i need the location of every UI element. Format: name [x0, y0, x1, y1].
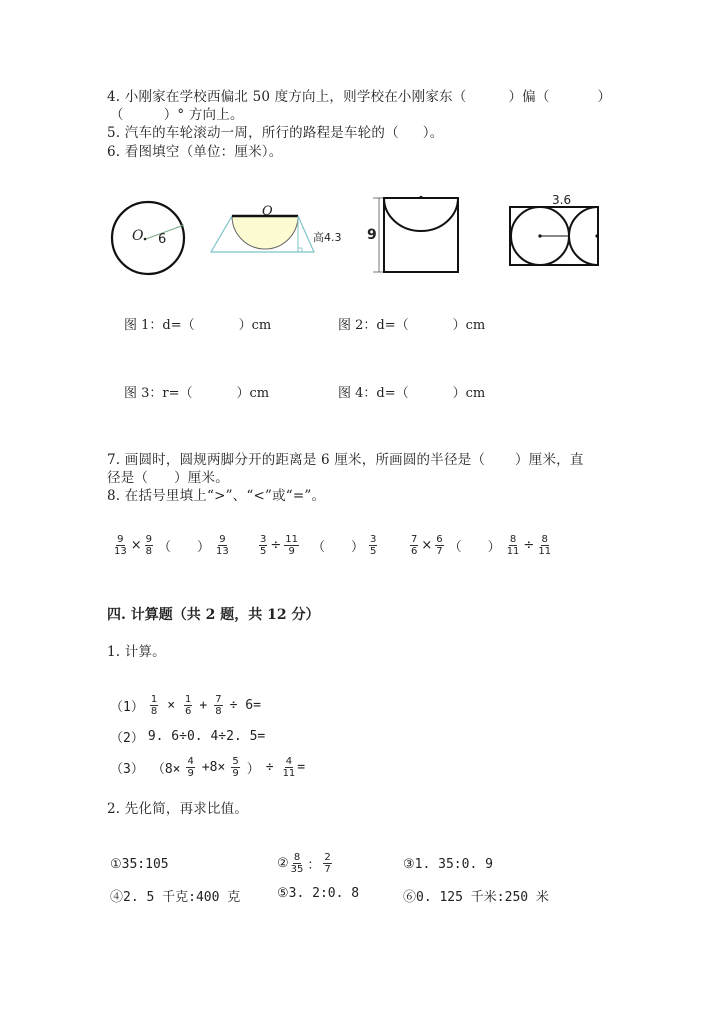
calc-item-1	[110, 694, 261, 717]
fraction	[215, 534, 230, 557]
fig1-center-label: O	[132, 228, 144, 244]
fraction	[184, 694, 192, 717]
caption-fig3-label: 图 3：r=（	[124, 386, 193, 401]
ratio-item-3: ③1. 35:0. 9	[403, 857, 493, 872]
caption-fig4	[338, 382, 485, 401]
numerator: 8	[293, 852, 301, 863]
q4-text-e: ）° 方向上。	[163, 107, 244, 123]
caption-fig2	[338, 314, 485, 333]
operator: ÷	[270, 538, 282, 553]
calc-item-3-tail: =	[297, 760, 306, 775]
fraction	[113, 534, 128, 557]
denominator: 9	[187, 768, 194, 779]
numerator: 6	[436, 534, 443, 545]
numerator: 9	[117, 534, 124, 545]
ratio-item-4: ④2. 5 千克:400 克	[110, 890, 241, 905]
fraction	[323, 852, 331, 875]
numerator: 3	[260, 534, 267, 545]
close-paren: ）	[487, 540, 501, 555]
denominator: 13	[216, 546, 229, 557]
calc-item-3-mid: +8×	[201, 760, 226, 775]
caption-fig4-label: 图 4：d=（	[338, 386, 409, 401]
q4-text-a: 4. 小刚家在学校西偏北 50 度方向上，则学校在小刚家东（	[107, 89, 467, 105]
calc-question-2: 2. 先化简，再求比值。	[107, 801, 249, 817]
denominator: 9	[232, 768, 239, 779]
fraction	[435, 534, 443, 557]
caption-fig1-label: 图 1：d=（	[124, 318, 195, 333]
denominator: 8	[215, 706, 222, 717]
denominator: 5	[370, 546, 377, 557]
numerator: 5	[232, 756, 239, 767]
numerator: 2	[324, 852, 331, 863]
fraction	[290, 852, 305, 875]
denominator: 9	[288, 546, 295, 557]
compare-item-3	[409, 534, 553, 557]
ratio-item-2-mark: ②	[277, 856, 289, 871]
calc-item-3-close: ）	[246, 762, 260, 777]
calc-item-3-open: （8×	[151, 762, 181, 777]
fraction	[282, 756, 297, 779]
ratio-item-6: ⑥0. 125 千米:250 米	[403, 890, 549, 905]
numerator: 9	[145, 534, 153, 545]
caption-fig2-label: 图 2：d=（	[338, 318, 409, 333]
operator: +	[199, 698, 208, 713]
denominator: 13	[114, 546, 127, 557]
operator: ×	[130, 538, 142, 553]
fraction	[506, 534, 521, 557]
calc-question-1: 1. 计算。	[107, 644, 166, 660]
q7-text-c: 径是（	[107, 470, 149, 486]
fraction	[145, 534, 153, 557]
q7-text-b: ）厘米，直	[515, 452, 584, 468]
numerator: 4	[187, 756, 194, 767]
numerator: 1	[150, 694, 158, 705]
numerator: 7	[215, 694, 222, 705]
fraction	[231, 756, 239, 779]
fraction	[537, 534, 552, 557]
denominator: 11	[506, 546, 520, 557]
operator: ÷	[265, 760, 274, 775]
fig2-center-label: O	[262, 204, 273, 219]
close-paren: ）	[197, 540, 211, 555]
q4-text-b: ）偏（	[508, 89, 550, 105]
calc-item-2	[110, 727, 265, 746]
caption-fig1-unit: ）cm	[238, 318, 272, 333]
fig2-height-label: 高4.3	[313, 231, 342, 244]
denominator: 8	[150, 706, 158, 717]
open-paren: （	[448, 540, 462, 555]
fig4-top-label: 3.6	[552, 193, 572, 207]
denominator: 7	[436, 546, 443, 557]
fraction	[186, 756, 194, 779]
ratio-item-2	[277, 852, 333, 875]
q7-text-a: 7. 画圆时，圆规两脚分开的距离是 6 厘米，所画圆的半径是（	[107, 452, 486, 468]
operator: ×	[167, 698, 176, 713]
numerator: 8	[541, 534, 548, 545]
compare-item-2	[258, 534, 378, 557]
figure-3-square-semicircle	[368, 196, 468, 278]
compare-item-1	[112, 534, 231, 557]
ratio-colon: ：	[307, 858, 321, 873]
figure-1-circle	[108, 198, 188, 278]
figure-4-rectangle-circles	[506, 204, 602, 268]
q5-text-a: 5. 汽车的车轮滚动一周，所行的路程是车轮的（	[107, 125, 399, 141]
caption-fig4-unit: ）cm	[452, 386, 486, 401]
calc-item-2-expr: 9. 6÷0. 4÷2. 5=	[147, 729, 266, 744]
question-5	[107, 124, 443, 142]
numerator: 7	[411, 534, 418, 545]
q5-text-b: ）。	[422, 125, 444, 141]
fraction	[369, 534, 377, 557]
calc-item-1-label: （1）	[110, 700, 144, 715]
caption-fig3-unit: ）cm	[236, 386, 270, 401]
calc-item-3	[110, 756, 305, 779]
q4-text-d: （	[110, 107, 124, 123]
question-7-line2	[107, 469, 229, 487]
calc-item-1-tail: ÷ 6=	[229, 698, 261, 713]
denominator: 11	[538, 546, 552, 557]
fraction	[214, 694, 222, 717]
question-4-line1	[107, 88, 611, 106]
calc-item-3-label: （3）	[110, 762, 144, 777]
numerator: 1	[185, 694, 192, 705]
open-paren: （	[312, 540, 326, 555]
question-6: 6. 看图填空（单位：厘米）。	[107, 144, 283, 160]
section-4-title: 四. 计算题（共 2 题，共 12 分）	[107, 607, 320, 623]
ratio-item-5: ⑤3. 2:0. 8	[277, 886, 360, 901]
denominator: 8	[145, 546, 153, 557]
q4-text-c: ）	[597, 89, 612, 105]
numerator: 11	[285, 534, 299, 545]
fig3-side-label: 9	[367, 227, 377, 243]
numerator: 4	[285, 756, 293, 767]
fraction	[410, 534, 418, 557]
denominator: 35	[290, 864, 304, 875]
numerator: 8	[509, 534, 517, 545]
operator: ÷	[523, 538, 535, 553]
close-paren: ）	[351, 540, 365, 555]
fraction	[284, 534, 299, 557]
caption-fig2-unit: ）cm	[452, 318, 486, 333]
denominator: 11	[282, 768, 296, 779]
q7-text-d: ）厘米。	[174, 470, 229, 486]
fraction	[259, 534, 267, 557]
ratio-item-1: ①35:105	[110, 857, 169, 872]
calc-item-2-label: （2）	[110, 731, 144, 746]
fraction	[150, 694, 158, 717]
question-7-line1	[107, 451, 584, 469]
denominator: 5	[260, 546, 267, 557]
numerator: 9	[219, 534, 226, 545]
caption-fig1	[124, 314, 271, 333]
numerator: 3	[370, 534, 377, 545]
operator: ×	[421, 538, 433, 553]
denominator: 7	[324, 864, 331, 875]
denominator: 6	[411, 546, 418, 557]
question-8: 8. 在括号里填上“>”、“<”或“=”。	[107, 488, 326, 504]
fig1-radius-label: 6	[158, 232, 167, 247]
open-paren: （	[158, 540, 172, 555]
caption-fig3	[124, 382, 269, 401]
denominator: 6	[185, 706, 192, 717]
question-4-line2	[110, 106, 244, 124]
